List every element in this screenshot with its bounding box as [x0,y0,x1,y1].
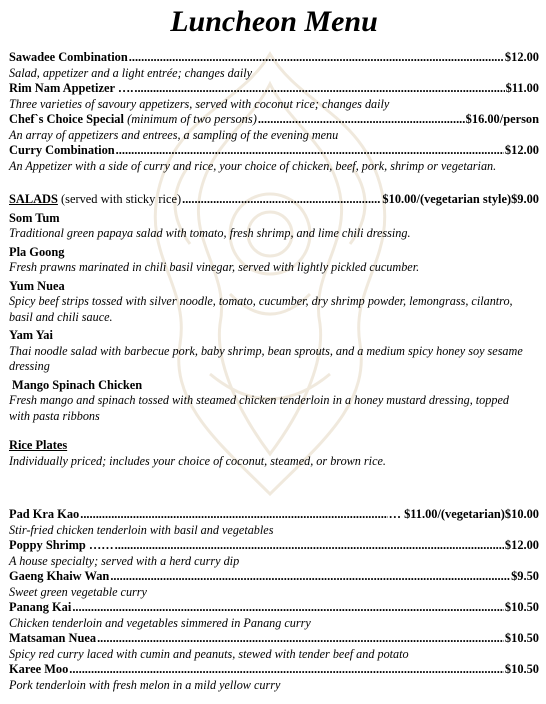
item-name: Panang Kai [9,600,72,614]
item-name: Rim Nam Appetizer …. [9,81,134,95]
salad-description: Thai noodle salad with barbecue pork, baby shrimp, bean sprouts, and a medium spicy honey soy sesame dressing [9,343,523,373]
item-price: … $11.00/(vegetarian)$10.00 [388,507,539,521]
salad-name: Som Tum [9,210,60,225]
item-description: Spicy red curry laced with cumin and peanuts, stewed with tender beef and potato [9,646,409,661]
leader-dots [134,81,504,97]
salad-description: Fresh mango and spinach tossed with steamed chicken tenderloin in a honey mustard dressing, topped with pasta ribbons [9,393,509,423]
spacer [9,469,539,507]
menu-item-row [9,569,539,585]
section-description: Individually priced; includes your choice of coconut, steamed, or brown rice. [9,453,386,468]
salads-heading-row [9,192,539,208]
leader-dots [258,112,465,128]
item-description: Three varieties of savoury appetizers, served with coconut rice; changes daily [9,96,390,111]
item-description: Pork tenderloin with fresh melon in a mild yellow curry [9,677,281,692]
section-heading-note: (served with sticky rice) [61,192,182,206]
spacer [9,174,539,192]
specials-section [9,50,539,174]
salad-description: Fresh prawns marinated in chili basil vinegar, served with lightly pickled cucumber. [9,260,420,274]
rice-plates-section [9,438,539,469]
leader-dots [80,507,387,523]
item-description: An Appetizer with a side of curry and rice, your choice of chicken, beef, pork, shrimp or vegetarian. [9,158,497,173]
menu-item-row [9,50,539,66]
section-heading: Rice Plates [9,438,68,452]
leader-dots [72,600,504,616]
item-description: A house specialty; served with a herd curry dip [9,553,240,568]
leader-dots [110,569,510,585]
item-description: Chicken tenderloin and vegetables simmered in Panang curry [9,615,311,630]
item-name: Pad Kra Kao [9,507,80,521]
item-price: $9.50 [511,569,539,583]
salad-description: Spicy beef strips tossed with silver noodle, tomato, cucumber, dry shrimp powder, lemongrass, cilantro, basil and chili sauce. [9,294,513,324]
menu-page [0,4,539,693]
section-price: $10.00/(vegetarian style)$9.00 [382,192,539,206]
item-description: An array of appetizers and entrees, a sampling of the evening menu [9,127,339,142]
plates-section [9,507,539,693]
item-description: Sweet green vegetable curry [9,584,147,599]
salad-name: Yum Nuea [9,278,65,293]
menu-item-row [9,662,539,678]
spacer [9,424,539,438]
item-price: $10.50 [504,631,539,645]
item-name: Gaeng Khaiw Wan [9,569,110,583]
item-price: $12.00 [504,143,539,157]
item-description: Salad, appetizer and a light entrée; changes daily [9,65,253,80]
item-price: $11.00 [505,81,539,95]
item-price: $16.00/person [465,112,539,126]
page-title: Luncheon Menu [170,5,378,38]
leader-dots [115,538,504,554]
item-price: $12.00 [504,50,539,64]
item-name: Sawadee Combination [9,50,128,64]
salad-name: Pla Goong [9,244,65,259]
item-name: Chef`s Choice Special [9,112,124,126]
menu-item-row [9,143,539,159]
item-price: $12.00 [504,538,539,552]
menu-item-row [9,631,539,647]
item-name: Curry Combination [9,143,115,157]
section-heading: SALADS [9,192,58,206]
item-name: Matsaman Nuea [9,631,97,645]
leader-dots [182,192,381,208]
leader-dots [97,631,504,647]
salad-name: Mango Spinach Chicken [12,377,143,392]
leader-dots [129,50,504,66]
leader-dots [69,662,504,678]
salad-name: Yam Yai [9,328,53,342]
menu-item-row [9,507,539,523]
item-price: $10.50 [504,600,539,614]
salads-section [9,192,539,424]
item-name: Karee Moo [9,662,69,676]
item-description: Stir-fried chicken tenderloin with basil and vegetables [9,522,274,537]
item-price: $10.50 [504,662,539,676]
menu-item-row [9,81,539,97]
menu-item-row [9,112,539,128]
leader-dots [116,143,504,159]
menu-item-row [9,600,539,616]
salad-description: Traditional green papaya salad with tomato, fresh shrimp, and lime chili dressing. [9,226,411,240]
item-note: (minimum of two persons) [127,112,257,126]
item-name: Poppy Shrimp …… [9,538,114,552]
menu-item-row [9,538,539,554]
